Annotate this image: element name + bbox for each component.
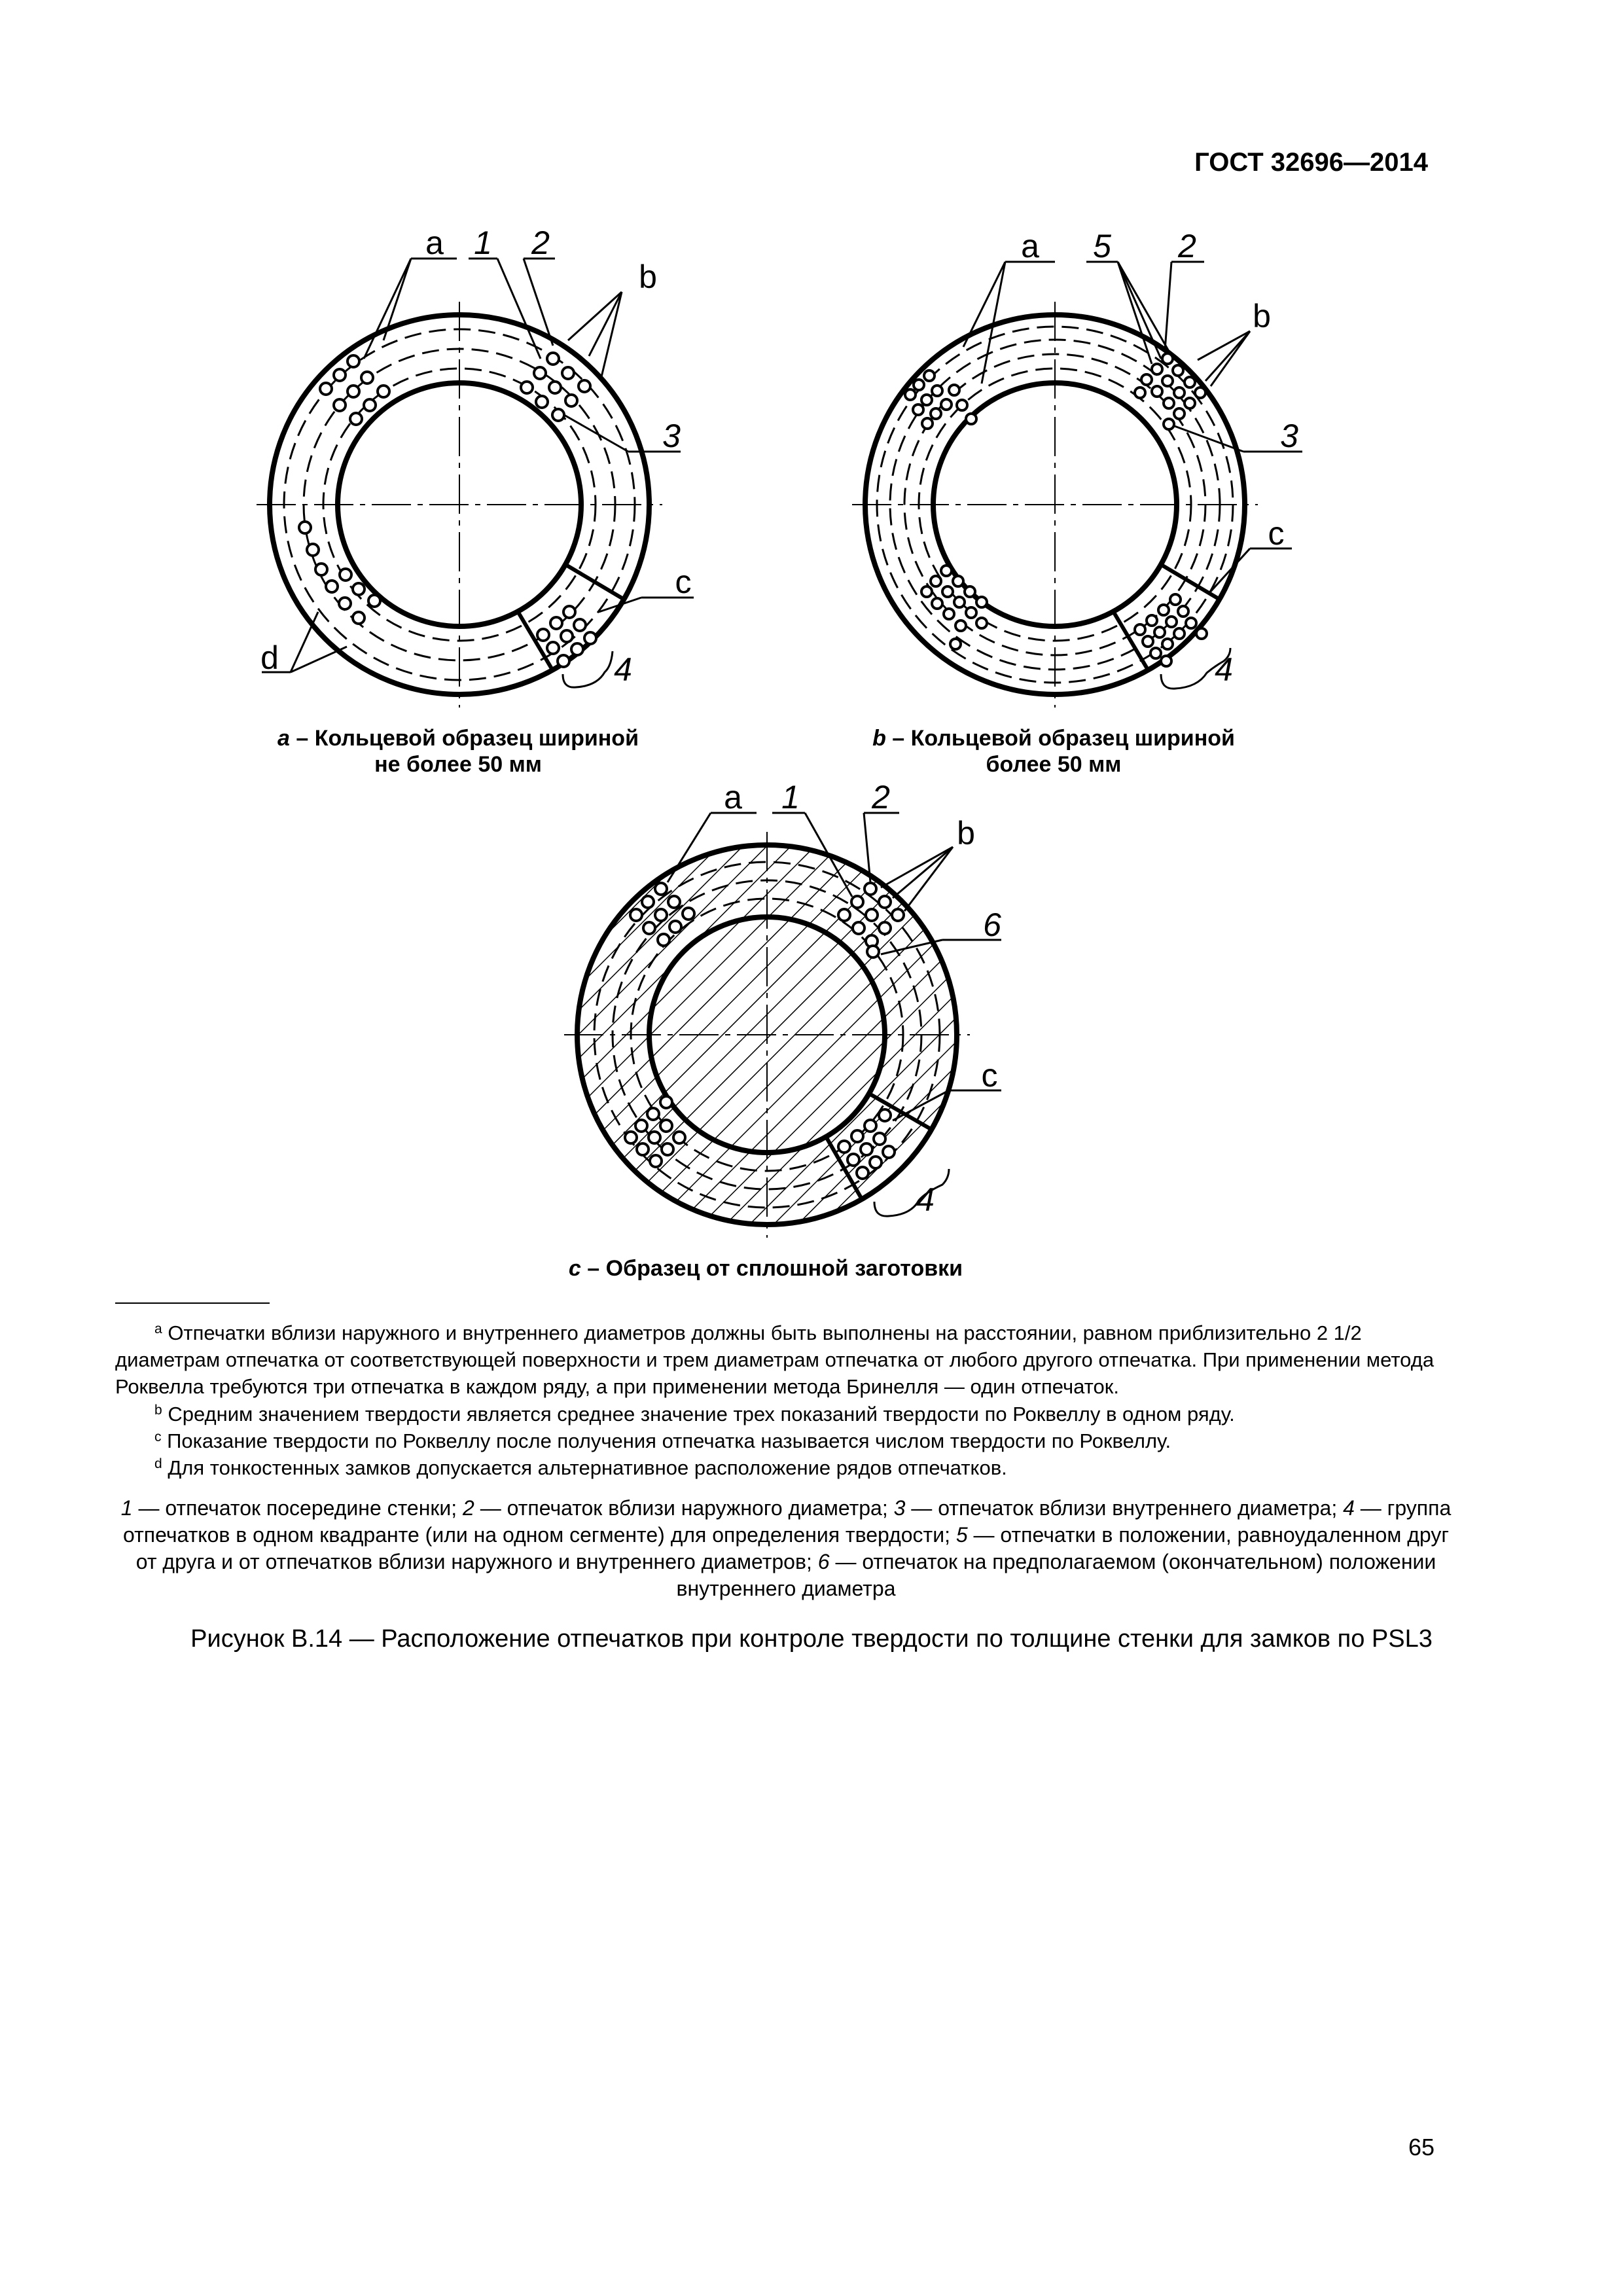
label-5: 5	[1093, 228, 1111, 264]
label-3: 3	[662, 418, 681, 454]
label-3: 3	[1280, 418, 1298, 454]
label-1: 1	[474, 224, 492, 261]
figure-b-indents-upper-left	[905, 370, 976, 429]
label-2: 2	[872, 779, 890, 816]
figure-a-indents-upper-right	[521, 353, 590, 421]
footnote-c: $^c$ Показание твердости по Роквеллу после получения отпечатка называется числом твердости по Роквеллу.	[154, 1429, 1171, 1452]
label-a: a	[425, 224, 444, 261]
figure-c-solid-blank	[564, 832, 970, 1238]
caption-figure-a: a – Кольцевой образец шириной не более 50 мм	[277, 726, 639, 777]
figure-b-labels	[1021, 228, 1298, 688]
page-number: 65	[1408, 2134, 1435, 2161]
figure-title: Рисунок В.14 — Расположение отпечатков при контроле твердости по толщине стенки для замков по PSL3	[190, 1625, 1433, 1653]
footnote-a: $^a$ Отпечатки вблизи наружного и внутреннего диаметров должны быть выполнены на расстоянии, равном приблизительно 2 1/2 диаметрам отпечатка от соответствующей поверхности и трем диаметрам отпечатка от любого другого отпечатка. При применении метода Роквелла требуются три отпечатка в каждом ряду, а при применении метода Бринелля — один отпечаток.	[115, 1321, 1435, 1398]
label-d: d	[260, 639, 279, 676]
label-4: 4	[614, 651, 632, 688]
footnote-rule	[115, 1302, 270, 1304]
label-2: 2	[1178, 228, 1196, 264]
figure-legend: 1 — отпечаток посередине стенки; 2 — отпечаток вблизи наружного диаметра; 3 — отпечаток вблизи внутреннего диаметра; 4 — группа отпечатков в одном квадранте (или на одном сегменте) для определения твердости; 5 — отпечатки в положении, равноудаленном друг от друга и от отпечатков вблизи наружного и внутреннего диаметров; 6 — отпечаток на предполагаемом (окончательном) положении внутреннего диаметра	[120, 1496, 1452, 1600]
label-a: a	[1021, 228, 1039, 264]
label-c: c	[981, 1057, 998, 1094]
label-b: b	[1253, 298, 1271, 334]
figure-b-ring	[852, 302, 1258, 708]
label-4: 4	[1215, 651, 1233, 688]
label-2: 2	[531, 224, 550, 261]
label-1: 1	[781, 779, 800, 816]
figure-b-leaders	[963, 262, 1302, 689]
label-4: 4	[916, 1181, 935, 1218]
label-c: c	[1268, 515, 1285, 552]
figure-b-indents-upper-right	[1135, 353, 1205, 429]
document-number: ГОСТ 32696—2014	[1194, 148, 1428, 177]
label-c: c	[675, 564, 692, 600]
footnote-b: $^b$ Средним значением твердости является среднее значение трех показаний твердости по Роквеллу в одном ряду.	[154, 1403, 1235, 1426]
figure-b-indents-lower-left	[921, 565, 987, 649]
label-b: b	[639, 259, 657, 295]
caption-figure-b: b – Кольцевой образец шириной более 50 мм	[872, 726, 1235, 777]
label-6: 6	[983, 906, 1001, 943]
figure-a-ring	[257, 302, 662, 708]
label-a: a	[724, 779, 742, 816]
footnote-d: $^d$ Для тонкостенных замков допускается альтернативное расположение рядов отпечатков.	[154, 1456, 1007, 1479]
caption-figure-c: c – Образец от сплошной заготовки	[568, 1256, 963, 1281]
label-b: b	[957, 815, 975, 852]
